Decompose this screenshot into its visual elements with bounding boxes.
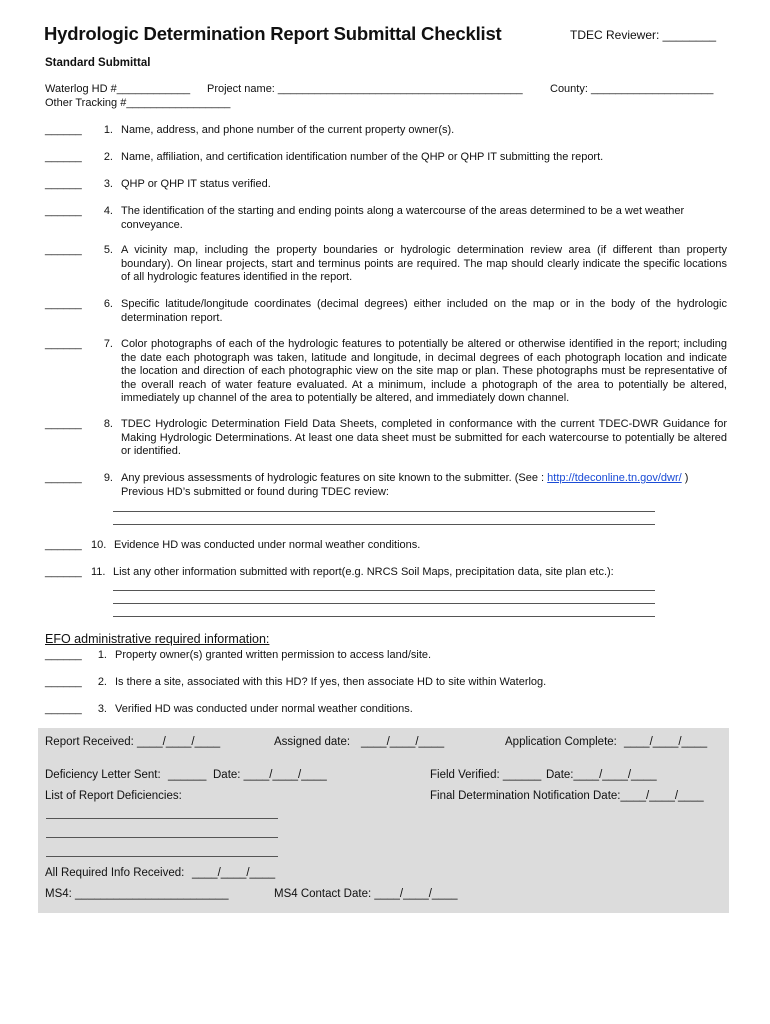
check-blank[interactable]: ______ [45, 649, 82, 661]
item-number: 6. [103, 298, 113, 310]
item-number: 7. [103, 338, 113, 350]
item-number: 4. [103, 205, 113, 217]
checklist-item-6 [45, 298, 727, 325]
ms4-field[interactable]: MS4: ________________________ [45, 888, 229, 900]
item-text: Verified HD was conducted under normal weather conditions. [115, 703, 413, 715]
check-blank[interactable]: ______ [45, 298, 82, 310]
item-text: Evidence HD was conducted under normal weather conditions. [114, 539, 421, 551]
check-blank[interactable]: ______ [45, 566, 82, 578]
application-complete-label: Application Complete: [505, 736, 617, 748]
item-text: Is there a site, associated with this HD? If yes, then associate HD to site within Waterlog. [115, 676, 547, 688]
waterlog-hd-field[interactable]: Waterlog HD #____________ [45, 83, 191, 95]
item-text: Name, affiliation, and certification identification number of the QHP or QHP IT submitting the report. [121, 151, 604, 163]
item-number: 3. [97, 703, 107, 715]
item-number: 5. [103, 244, 113, 256]
item-number: 10. [91, 539, 107, 551]
check-blank[interactable]: ______ [45, 539, 82, 551]
item-number: 2. [103, 151, 113, 163]
efo-heading: EFO administrative required information: [45, 632, 270, 646]
deficiency-line[interactable] [46, 818, 278, 819]
assigned-date-field[interactable]: ____/____/____ [361, 736, 445, 748]
answer-line[interactable] [113, 511, 655, 512]
assigned-date-label: Assigned date: [274, 736, 351, 748]
check-blank[interactable]: ______ [45, 472, 82, 484]
answer-line[interactable] [113, 590, 655, 591]
item-number: 8. [103, 418, 113, 430]
item-text: QHP or QHP IT status verified. [121, 178, 271, 190]
checklist-item-5 [45, 244, 727, 285]
deficiency-date-field[interactable]: Date: ____/____/____ [213, 769, 327, 781]
all-required-field[interactable]: ____/____/____ [192, 867, 276, 879]
item-text: Name, address, and phone number of the current property owner(s). [121, 124, 455, 136]
check-blank[interactable]: ______ [45, 244, 82, 256]
checklist-item-8 [45, 418, 727, 459]
answer-line[interactable] [113, 616, 655, 617]
page-title: Hydrologic Determination Report Submittal Checklist [44, 23, 502, 44]
field-verified-field[interactable]: Field Verified: ______ [430, 769, 542, 781]
item-number: 2. [97, 676, 107, 688]
item-text: Property owner(s) granted written permission to access land/site. [115, 649, 432, 661]
check-blank[interactable]: ______ [45, 124, 82, 136]
answer-line[interactable] [113, 524, 655, 525]
efo-item-2 [45, 676, 727, 690]
all-required-label: All Required Info Received: [45, 867, 185, 879]
checklist-item-7 [45, 338, 727, 406]
deficiency-letter-label: Deficiency Letter Sent: [45, 769, 161, 781]
deficiency-line[interactable] [46, 856, 278, 857]
checklist-item-10 [45, 539, 727, 553]
report-received-field[interactable]: Report Received: ____/____/____ [45, 736, 221, 748]
item-number: 1. [97, 649, 107, 661]
item-text: TDEC Hydrologic Determination Field Data Sheets, completed in conformance with the current TDEC-DWR Guidance for Making Hydrologic Determinations. At least one data sheet must be submitted for each watercourse to potentially be altered or identified. [121, 418, 727, 457]
check-blank[interactable]: ______ [45, 178, 82, 190]
item-text-after: ) Previous HD’s submitted or found during TDEC review: [121, 472, 689, 498]
tdec-reviewer-field[interactable]: TDEC Reviewer: ________ [570, 28, 717, 42]
check-blank[interactable]: ______ [45, 205, 82, 217]
check-blank[interactable]: ______ [45, 338, 82, 350]
admin-box [38, 728, 729, 913]
item-number: 1. [103, 124, 113, 136]
application-complete-field[interactable]: ____/____/____ [624, 736, 708, 748]
field-verified-date[interactable]: Date:____/____/____ [546, 769, 657, 781]
project-name-field[interactable]: Project name: ________________________________________ [207, 83, 523, 95]
item-number: 9. [103, 472, 113, 484]
other-tracking-field[interactable]: Other Tracking #_________________ [45, 97, 231, 109]
checklist-item-3 [45, 178, 727, 192]
deficiencies-label: List of Report Deficiencies: [45, 790, 182, 802]
check-blank[interactable]: ______ [45, 151, 82, 163]
section-title: Standard Submittal [45, 57, 151, 69]
item-number: 11. [91, 566, 106, 578]
item-text: A vicinity map, including the property boundaries or hydrologic determination review area (if different than property boundary). On linear projects, start and terminus points are required. The map should clearly indicate the specific locations of all hydrologic features identified in the report. [121, 244, 727, 283]
efo-item-1 [45, 649, 727, 663]
answer-line[interactable] [113, 603, 655, 604]
ms4-contact-date-field[interactable]: MS4 Contact Date: ____/____/____ [274, 888, 458, 900]
deficiency-line[interactable] [46, 837, 278, 838]
deficiency-letter-field[interactable]: ______ [168, 769, 207, 781]
efo-item-3 [45, 703, 727, 717]
final-notification-field[interactable]: Final Determination Notification Date:____/____/____ [430, 790, 704, 802]
item-text: Color photographs of each of the hydrologic features to potentially be altered or otherwise identified in the report; including the date each photograph was taken, latitude and longitude, in decimal degrees of each photograph location and indicate the location and direction of each photographic view on the site map or plan. These photographs must be representative of the overall reach of water feature evaluated. At a minimum, include a photograph of the area to potentially be altered, immediately up channel of the area to potentially be altered, and immediately down channel. [121, 338, 727, 404]
checklist-item-4 [45, 205, 727, 232]
checklist-item-2 [45, 151, 727, 165]
checklist-item-1 [45, 124, 727, 138]
item-text: List any other information submitted with report(e.g. NRCS Soil Maps, precipitation data, site plan etc.): [113, 566, 614, 578]
item-text: Specific latitude/longitude coordinates (decimal degrees) either included on the map or in the body of the hydrologic determination report. [121, 298, 727, 324]
item-number: 3. [103, 178, 113, 190]
check-blank[interactable]: ______ [45, 418, 82, 430]
checklist-item-11 [45, 566, 727, 580]
check-blank[interactable]: ______ [45, 703, 82, 715]
item-text: The identification of the starting and ending points along a watercourse of the areas determined to be a wet weather conveyance. [121, 205, 685, 231]
tdec-dwr-link[interactable]: http://tdeconline.tn.gov/dwr/ [547, 472, 682, 484]
county-field[interactable]: County: ____________________ [550, 83, 714, 95]
checklist-item-9 [45, 472, 727, 499]
item-text [121, 472, 727, 499]
check-blank[interactable]: ______ [45, 676, 82, 688]
item-text-before: Any previous assessments of hydrologic features on site known to the submitter. (See : [121, 472, 548, 484]
